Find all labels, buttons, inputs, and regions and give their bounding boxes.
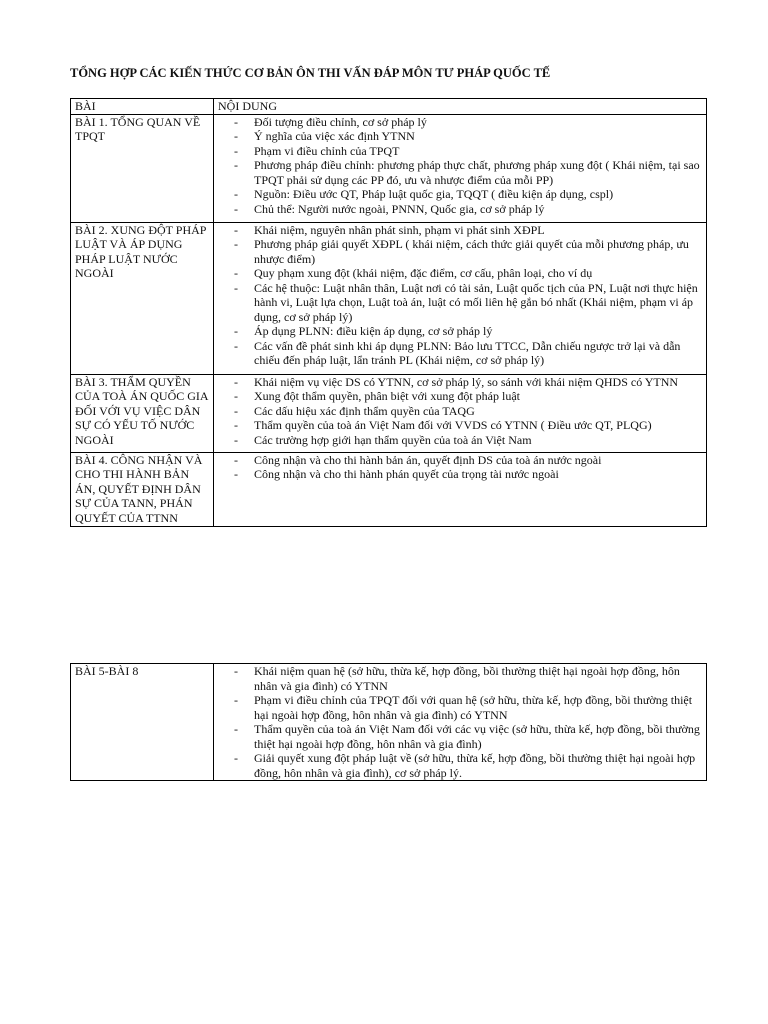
list-item: - Các vấn đề phát sinh khi áp dụng PLNN: Bảo lưu TTCC, Dẫn chiếu ngược trở lại và dẫn chiếu đến pháp luật, lẩn tránh PL (Khái niệm, cơ sở pháp lý)	[234, 339, 702, 368]
list-item: - Khái niệm vụ việc DS có YTNN, cơ sở pháp lý, so sánh với khái niệm QHDS có YTNN	[234, 375, 702, 390]
list-item: - Phương pháp giải quyết XĐPL ( khái niệm, cách thức giải quyết của mỗi phương pháp, ưu nhược điểm)	[234, 237, 702, 266]
table-row	[71, 222, 707, 374]
list-item: - Nguồn: Điều ước QT, Pháp luật quốc gia, TQQT ( điều kiện áp dụng, cspl)	[234, 187, 702, 202]
lesson-title: BÀI 5-BÀI 8	[71, 664, 214, 781]
list-item: - Phạm vi điều chỉnh của TPQT	[234, 144, 702, 159]
table-row	[71, 114, 707, 222]
lesson-content	[214, 374, 707, 452]
list-item: - Công nhận và cho thi hành bản án, quyết định DS của toà án nước ngoài	[234, 453, 702, 468]
lesson-title: BÀI 4. CÔNG NHẬN VÀ CHO THI HÀNH BẢN ÁN, QUYẾT ĐỊNH DÂN SỰ CỦA TANN, PHÁN QUYẾT CỦA TTNN	[71, 452, 214, 526]
list-item: - Phương pháp điều chỉnh: phương pháp thực chất, phương pháp xung đột ( Khái niệm, tại sao TPQT phải sử dụng các PP đó, ưu và nhược điểm của mỗi PP)	[234, 158, 702, 187]
header-content: NỘI DUNG	[214, 99, 707, 115]
table-row	[71, 452, 707, 526]
list-item: - Khái niệm, nguyên nhân phát sinh, phạm vi phát sinh XĐPL	[234, 223, 702, 238]
list-item: - Thẩm quyền của toà án Việt Nam đối với VVDS có YTNN ( Điều ước QT, PLQG)	[234, 418, 702, 433]
summary-table	[70, 98, 707, 527]
list-item: - Công nhận và cho thi hành phán quyết của trọng tài nước ngoài	[234, 467, 702, 482]
list-item: - Xung đột thẩm quyền, phân biệt với xung đột pháp luật	[234, 389, 702, 404]
list-item: - Ý nghĩa của việc xác định YTNN	[234, 129, 702, 144]
lesson-title: BÀI 1. TỔNG QUAN VỀ TPQT	[71, 114, 214, 222]
document-title: TỔNG HỢP CÁC KIẾN THỨC CƠ BẢN ÔN THI VẤN ĐÁP MÔN TƯ PHÁP QUỐC TẾ	[70, 66, 551, 80]
list-item: - Áp dụng PLNN: điều kiện áp dụng, cơ sở pháp lý	[234, 324, 702, 339]
lesson-title: BÀI 2. XUNG ĐỘT PHÁP LUẬT VÀ ÁP DỤNG PHÁP LUẬT NƯỚC NGOÀI	[71, 222, 214, 374]
header-lesson: BÀI	[71, 99, 214, 115]
list-item: - Thẩm quyền của toà án Việt Nam đối với các vụ việc (sở hữu, thừa kế, hợp đồng, bồi thường thiệt hại ngoài hợp đồng, hôn nhân và gia đình)	[234, 722, 702, 751]
list-item: - Giải quyết xung đột pháp luật về (sở hữu, thừa kế, hợp đồng, bồi thường thiệt hại ngoài hợp đồng, hôn nhân và gia đình), cơ sở pháp lý.	[234, 751, 702, 780]
list-item: - Đối tượng điều chỉnh, cơ sở pháp lý	[234, 115, 702, 130]
table-row	[71, 664, 707, 781]
summary-table-continued	[70, 663, 707, 781]
lesson-title: BÀI 3. THẨM QUYỀN CỦA TOÀ ÁN QUỐC GIA ĐỐI VỚI VỤ VIỆC DÂN SỰ CÓ YẾU TỐ NƯỚC NGOÀI	[71, 374, 214, 452]
lesson-content	[214, 222, 707, 374]
list-item: - Khái niệm quan hệ (sở hữu, thừa kế, hợp đồng, bồi thường thiệt hại ngoài hợp đồng, hôn nhân và gia đình) có YTNN	[234, 664, 702, 693]
list-item: - Phạm vi điều chỉnh của TPQT đối với quan hệ (sở hữu, thừa kế, hợp đồng, bồi thường thiệt hại ngoài hợp đồng, hôn nhân và gia đình) có YTNN	[234, 693, 702, 722]
lesson-content	[214, 664, 707, 781]
list-item: - Các hệ thuộc: Luật nhân thân, Luật nơi có tài sản, Luật quốc tịch của PN, Luật nơi thực hiện hành vi, Luật lựa chọn, Luật toà án, luật có mối liên hệ gắn bó nhất (Khái niệm, phạm vi áp dụng, cơ sở pháp lý)	[234, 281, 702, 325]
list-item: - Chủ thể: Người nước ngoài, PNNN, Quốc gia, cơ sở pháp lý	[234, 202, 702, 217]
table-header-row	[71, 99, 707, 115]
list-item: - Các trường hợp giới hạn thẩm quyền của toà án Việt Nam	[234, 433, 702, 448]
lesson-content	[214, 114, 707, 222]
list-item: - Quy phạm xung đột (khái niệm, đặc điểm, cơ cấu, phân loại, cho ví dụ	[234, 266, 702, 281]
list-item: - Các dấu hiệu xác định thẩm quyền của TAQG	[234, 404, 702, 419]
lesson-content	[214, 452, 707, 526]
table-row	[71, 374, 707, 452]
